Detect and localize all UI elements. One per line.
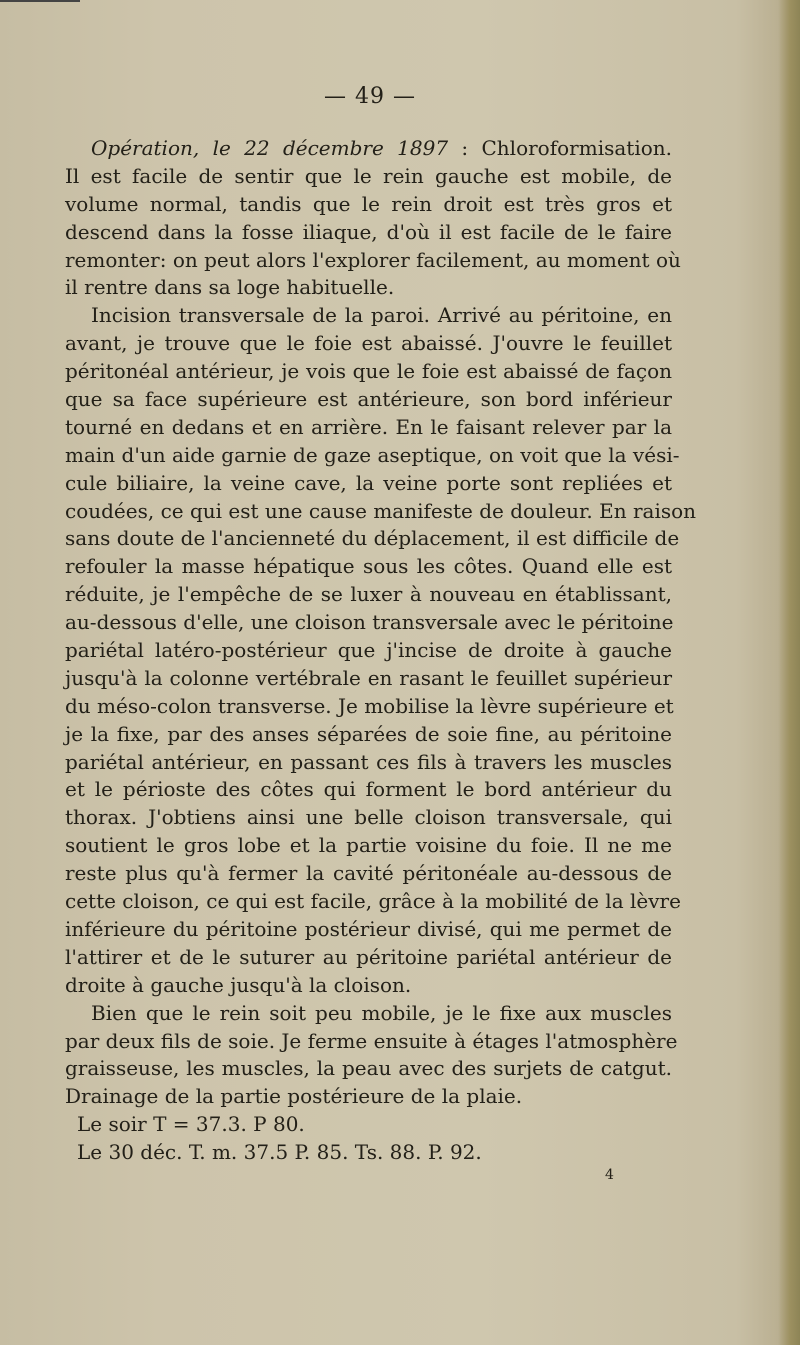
text-line: cule biliaire, la veine cave, la veine porte sont repliées et bbox=[65, 470, 672, 495]
text-line: descend dans la fosse iliaque, d'où il est facile de le faire bbox=[65, 219, 672, 244]
text-line: réduite, je l'empêche de se luxer à nouveau en établissant, bbox=[65, 582, 672, 607]
text-line: péritonéal antérieur, je vois que le foie est abaissé de façon bbox=[65, 359, 672, 384]
text-line: du méso-colon transverse. Je mobilise la lèvre supérieure et bbox=[65, 693, 674, 718]
text-line: Drainage de la partie postérieure de la plaie. bbox=[65, 1084, 523, 1109]
text-line: que sa face supérieure est antérieure, son bord inférieur bbox=[65, 387, 672, 412]
text-line: reste plus qu'à fermer la cavité péritonéale au-dessous de bbox=[65, 861, 672, 886]
text-line: Il est facile de sentir que le rein gauche est mobile, de bbox=[65, 163, 672, 188]
text-line: graisseuse, les muscles, la peau avec des surjets de catgut. bbox=[65, 1056, 672, 1081]
evening-vitals: Le soir T = 37.3. P 80. bbox=[77, 1112, 305, 1137]
page-binding-edge bbox=[778, 0, 800, 1345]
scan-edge-rule bbox=[0, 0, 80, 2]
page-number: — 49 — bbox=[324, 84, 416, 109]
text-line: au-dessous d'elle, une cloison transversale avec le péritoine bbox=[65, 610, 674, 635]
text-line: volume normal, tandis que le rein droit est très gros et bbox=[65, 191, 672, 216]
text-line: l'attirer et de le suturer au péritoine pariétal antérieur de bbox=[65, 944, 672, 969]
signature-mark: 4 bbox=[605, 1167, 614, 1183]
text-line: pariétal latéro-postérieur que j'incise de droite à gauche bbox=[65, 638, 672, 663]
body-text bbox=[65, 135, 697, 1167]
text-line: il rentre dans sa loge habituelle. bbox=[65, 275, 395, 300]
text-line: jusqu'à la colonne vertébrale en rasant le feuillet supérieur bbox=[65, 665, 672, 690]
text-line: Bien que le rein soit peu mobile, je le fixe aux muscles bbox=[91, 1000, 672, 1025]
text-line: sans doute de l'ancienneté du déplacement, il est difficile de bbox=[65, 526, 680, 551]
text-line: droite à gauche jusqu'à la cloison. bbox=[65, 972, 412, 997]
text-line: refouler la masse hépatique sous les côtes. Quand elle est bbox=[65, 554, 672, 579]
dec30-vitals: Le 30 déc. T. m. 37.5 P. 85. Ts. 88. P. 92. bbox=[77, 1140, 482, 1165]
paragraph-1-line-1: Opération, le 22 décembre 1897 : Chloroformisation. bbox=[91, 136, 672, 160]
text-line: tourné en dedans et en arrière. En le faisant relever par la bbox=[65, 414, 672, 439]
text-line: inférieure du péritoine postérieur divisé, qui me permet de bbox=[65, 916, 672, 941]
text-line: avant, je trouve que le foie est abaissé. J'ouvre le feuillet bbox=[65, 331, 672, 356]
text-line: cette cloison, ce qui est facile, grâce à la mobilité de la lèvre bbox=[65, 889, 681, 914]
text-line: main d'un aide garnie de gaze aseptique, on voit que la vési- bbox=[65, 442, 680, 467]
text-line: remonter: on peut alors l'explorer facilement, au moment où bbox=[65, 247, 681, 272]
text-line: et le périoste des côtes qui forment le bord antérieur du bbox=[65, 777, 672, 802]
operation-date: Opération, le 22 décembre 1897 bbox=[91, 136, 449, 160]
text-line: pariétal antérieur, en passant ces fils à travers les muscles bbox=[65, 749, 672, 774]
text-line: je la fixe, par des anses séparées de soie fine, au péritoine bbox=[65, 721, 672, 746]
text-line: par deux fils de soie. Je ferme ensuite à étages l'atmosphère bbox=[65, 1028, 678, 1053]
text-line: Incision transversale de la paroi. Arrivé au péritoine, en bbox=[91, 303, 672, 328]
text-line: thorax. J'obtiens ainsi une belle cloison transversale, qui bbox=[65, 805, 672, 830]
text-line: soutient le gros lobe et la partie voisine du foie. Il ne me bbox=[65, 833, 672, 858]
text-line: coudées, ce qui est une cause manifeste de douleur. En raison bbox=[65, 498, 697, 523]
